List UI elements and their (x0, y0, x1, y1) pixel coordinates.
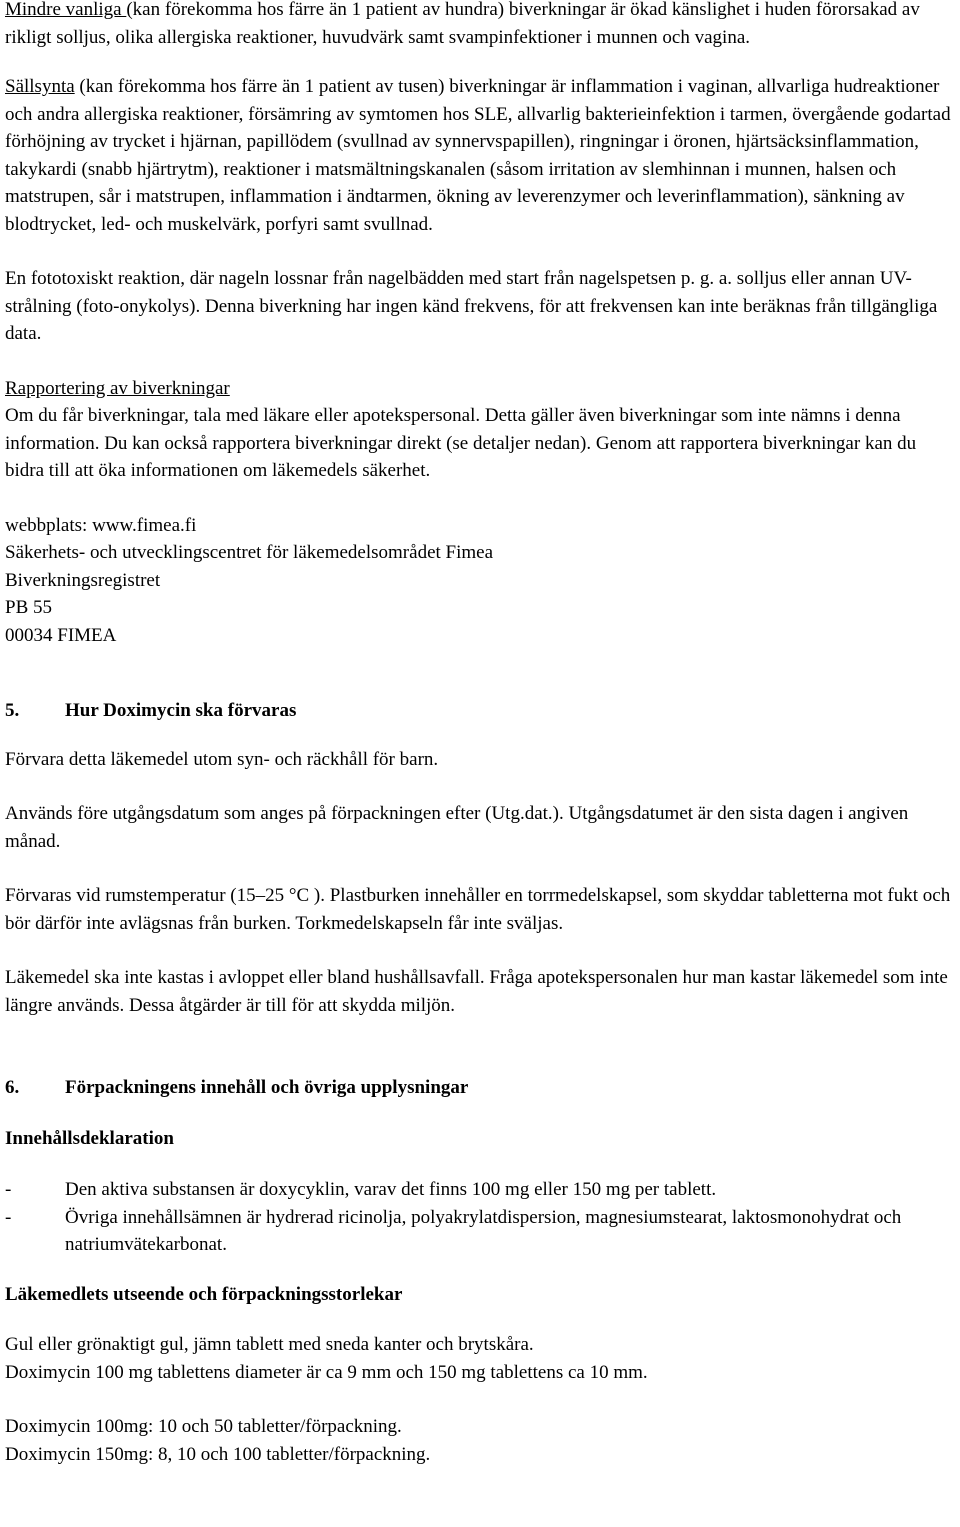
pack-size-2: Doximycin 150mg: 8, 10 och 100 tabletter/förpackning. (5, 1443, 431, 1465)
section-6-title: Förpackningens innehåll och övriga upplysningar (65, 1077, 469, 1098)
appearance-text-1: Gul eller grönaktigt gul, jämn tablett med sneda kanter och brytskåra. (5, 1334, 534, 1355)
storage-paragraph-4: Läkemedel ska inte kastas i avloppet eller bland hushållsavfall. Fråga apotekspersonalen hur man kastar läkemedel som inte längre används. Dessa åtgärder är till för att skydda miljön. (5, 967, 948, 1016)
list-dash: - (5, 1206, 12, 1228)
reporting-postal: 00034 FIMEA (5, 624, 117, 646)
uncommon-term: Mindre vanliga (5, 0, 127, 20)
list-dash: - (5, 1179, 12, 1200)
leaflet-page (5, 0, 955, 1468)
rare-term: Sällsynta (5, 76, 75, 97)
list-item-text: Den aktiva substansen är doxycyklin, varav det finns 100 mg eller 150 mg per tablett. (65, 1179, 717, 1200)
storage-paragraph-3: Förvaras vid rumstemperatur (15‒25 °C ). Plastburken innehåller en torrmedelskapsel, som skyddar tabletterna mot fukt och bör därför inte avlägsnas från burken. Torkmedelskapseln får inte sväljas. (5, 885, 951, 934)
section-6-number: 6. (5, 1077, 20, 1098)
reporting-registry: Biverkningsregistret (5, 569, 161, 591)
rare-text: (kan förekomma hos färre än 1 patient av tusen) biverkningar är inflammation i vaginan, allvarliga hudreaktioner och andra allergiska reaktioner, försämring av symtomen hos SLE, allvarlig bakterieinfektion i tarmen, övergående godartad förhöjning av trycket i hjärnan, papillödem (svullnad av synnervspapillen), ringningar i öronen, hjärtsäcksinflammation, takykardi (snabb hjärtrytm), reaktioner i matsmältningskanalen (såsom irritation av slemhinnan i munnen, halsen och matstrupen, sår i matstrupen, inflammation i ändtarmen, ökning av leverenzymer och leverinflammation), sänkning av blodtrycket, led- och muskelvärk, porfyri samt svullnad. (5, 76, 951, 235)
section-5-title: Hur Doximycin ska förvaras (65, 700, 297, 721)
phototoxic-paragraph: En fototoxiskt reaktion, där nageln lossnar från nagelbädden med start från nagelspetsen p. g. a. solljus eller annan UV-strålning (foto-onykolys). Denna biverkning har ingen känd frekvens, för att frekvensen kan inte beräknas från tillgängliga data. (5, 268, 938, 344)
contents-list (5, 1176, 955, 1259)
uncommon-paragraph (5, 0, 955, 51)
reporting-heading: Rapportering av biverkningar (5, 377, 230, 399)
list-item (5, 1176, 955, 1204)
appearance-heading: Läkemedlets utseende och förpackningsstorlekar (5, 1283, 403, 1305)
reporting-org: Säkerhets- och utvecklingscentret för läkemedelsområdet Fimea (5, 542, 494, 563)
storage-paragraph-1: Förvara detta läkemedel utom syn- och räckhåll för barn. (5, 748, 439, 770)
list-item (5, 1204, 955, 1259)
section-6-heading (5, 1074, 955, 1102)
reporting-website: webbplats: www.fimea.fi (5, 514, 197, 536)
pack-size-1: Doximycin 100mg: 10 och 50 tabletter/förpackning. (5, 1416, 402, 1437)
contents-heading: Innehållsdeklaration (5, 1127, 174, 1149)
section-5-heading (5, 697, 955, 725)
reporting-text: Om du får biverkningar, tala med läkare eller apotekspersonal. Detta gäller även biverkningar som inte nämns i denna information. Du kan också rapportera biverkningar direkt (se detaljer nedan). Genom att rapportera biverkningar kan du bidra till att öka informationen om läkemedels säkerhet. (5, 405, 917, 481)
storage-paragraph-2: Används före utgångsdatum som anges på förpackningen efter (Utg.dat.). Utgångsdatumet är den sista dagen i angiven månad. (5, 803, 909, 852)
section-5-number: 5. (5, 700, 20, 721)
list-item-text: Övriga innehållsämnen är hydrerad ricinolja, polyakrylatdispersion, magnesiumstearat, laktosmonohydrat och natriumvätekarbonat. (65, 1206, 902, 1255)
reporting-pobox: PB 55 (5, 597, 52, 618)
uncommon-text: (kan förekomma hos färre än 1 patient av hundra) biverkningar är ökad känslighet i huden förorsakad av rikligt solljus, olika allergiska reaktioner, huvudvärk samt svampinfektioner i munnen och vagina. (5, 0, 920, 48)
appearance-text-2: Doximycin 100 mg tablettens diameter är ca 9 mm och 150 mg tablettens ca 10 mm. (5, 1361, 648, 1383)
rare-paragraph (5, 73, 955, 238)
